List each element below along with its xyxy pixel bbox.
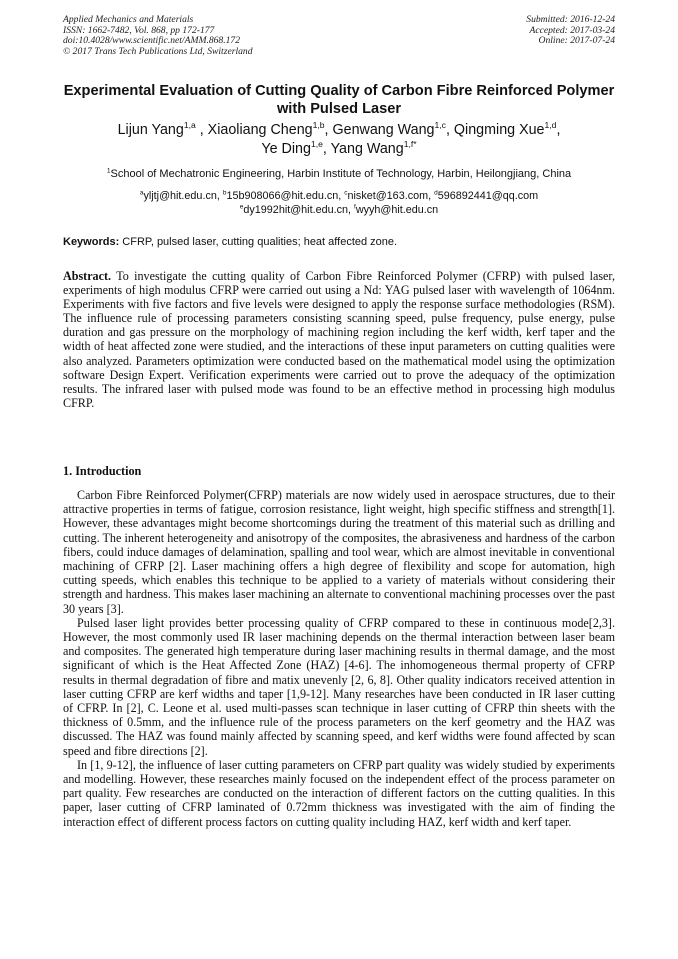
email-address[interactable]: dy1992hit@hit.edu.cn bbox=[243, 204, 348, 216]
section-heading-introduction: 1. Introduction bbox=[63, 464, 142, 478]
affiliation-sup: 1 bbox=[106, 167, 111, 175]
author-sup: 1,d bbox=[544, 120, 557, 131]
email-sup: e bbox=[239, 203, 244, 211]
keywords-label: Keywords: bbox=[63, 236, 120, 248]
affiliation-text: School of Mechatronic Engineering, Harbin Institute of Technology, Harbin, Heilongjiang, China bbox=[110, 168, 572, 180]
accepted-date: Accepted: 2017-03-24 bbox=[529, 24, 615, 36]
email-sup: c bbox=[344, 189, 348, 197]
email-address[interactable]: nisket@163.com bbox=[347, 190, 429, 202]
author-sup: 1,f* bbox=[403, 138, 417, 149]
email-address[interactable]: 596892441@qq.com bbox=[437, 190, 539, 202]
keywords-text: CFRP, pulsed laser, cutting qualities; heat affected zone. bbox=[119, 236, 398, 248]
email-list: $^a$yljtj@hit.edu.cn, $^b$15b908066@hit.edu.cn, $^c$nisket@163.com, $^d$596892441@qq.com $^e$dy1992hit@hit.edu.cn, $^f$wyyh@hit.edu.cn bbox=[139, 189, 539, 216]
journal-info bbox=[63, 15, 253, 57]
body-paragraph: In [1, 9-12], the influence of laser cutting parameters on CFRP part quality was widely studied by experiments and modelling. However, these researches mainly focused on the independent effect of the process parameter on part quality. Few researches are conducted on the interaction of different factors on the cutting qualities. In this paper, laser cutting of CFRP laminated of 0.72mm thickness was investigated with the aim of finding the interaction effect of different process factors on cutting quality including HAZ, kerf width and kerf taper. bbox=[63, 757, 615, 829]
affiliation bbox=[50, 167, 628, 181]
author-list: Lijun Yang$^{1,a}$ , Xiaoliang Cheng$^{1,b}$, Genwang Wang$^{1,c}$, Qingming Xue$^{1,d}$, Ye Ding$^{1,e}$, Yang Wang$^{1,f*}$ bbox=[117, 120, 561, 157]
email-sup: a bbox=[139, 189, 144, 197]
email-sup: d bbox=[434, 189, 438, 197]
author-name: Qingming Xue bbox=[453, 122, 545, 138]
keywords bbox=[63, 235, 615, 249]
submitted-date: Submitted: 2016-12-24 bbox=[526, 14, 615, 25]
author-sup: 1,b bbox=[312, 120, 325, 131]
author-name: Xiaoliang Cheng bbox=[207, 122, 313, 138]
abstract-text: To investigate the cutting quality of Carbon Fibre Reinforced Polymer (CFRP) with pulsed laser, experiments of high modulus CFRP were carried out using a Nd: YAG pulsed laser with wavelength of 1064nm. Experiments with five factors and five levels were designed to apply the response surface methodologies (RSM). The influence rule of processing parameters consisting scanning speed, pulse frequency, pulse energy, pulse duration and gas pressure on the morphology of machining region including the kerf width, kerf taper and the width of heat affected zone were studied, and the interactions of these input parameters on cutting qualities were also analyzed. Parameters optimization were conducted based on the mathematical model using the optimization software Design Expert. Verification experiments were carried out to prove the adequacy of the optimization results. The infrared laser with pulsed mode was found to be an effective method in processing high modulus CFRP. bbox=[63, 269, 615, 410]
introduction-body bbox=[63, 488, 615, 829]
author-sup: 1,e bbox=[310, 138, 323, 149]
submission-dates bbox=[526, 15, 615, 47]
email-address[interactable]: yljtj@hit.edu.cn bbox=[143, 190, 217, 202]
doi-line[interactable]: doi:10.4028/www.scientific.net/AMM.868.172 bbox=[63, 35, 241, 47]
author-name: Lijun Yang bbox=[117, 122, 184, 138]
author-sup: 1,a bbox=[183, 120, 196, 131]
author-name: Yang Wang bbox=[330, 140, 404, 157]
author-name: Genwang Wang bbox=[332, 122, 435, 138]
email-address[interactable]: 15b908066@hit.edu.cn bbox=[226, 190, 339, 202]
email-address[interactable]: wyyh@hit.edu.cn bbox=[355, 204, 439, 216]
online-date: Online: 2017-07-24 bbox=[538, 35, 615, 47]
paper-title: Experimental Evaluation of Cutting Quality of Carbon Fibre Reinforced Polymer with Pulsed Laser bbox=[63, 83, 615, 117]
email-sup: b bbox=[222, 189, 227, 197]
abstract bbox=[63, 269, 615, 410]
copyright-line: © 2017 Trans Tech Publications Ltd, Switzerland bbox=[63, 45, 253, 57]
abstract-label: Abstract. bbox=[63, 269, 112, 283]
journal-name: Applied Mechanics and Materials bbox=[63, 14, 194, 25]
email-sup: f bbox=[354, 203, 356, 211]
body-paragraph: Pulsed laser light provides better processing quality of CFRP compared to these in continuous mode[2,3]. However, the most commonly used IR laser machining depends on the thermal interaction between laser beam and composites. The generated high temperature during laser machining results in thermal damage, and the most significant of which is the Heat Affected Zone (HAZ) [4-6]. The inhomogeneous thermal property of CFRP results in thermal degradation of fibre and matix unevenly [2, 6, 8]. Other quality indicators received attention in laser cutting CFRP are kerf widths and taper [1,9-12]. Many researches have been conducted in IR laser cutting of CFRP. In [2], C. Leone et al. used multi-passes scan technique in laser cutting of CFRP thin sheets with the thickness of 0.5mm, and the influence rule of the process parameters on the kerf geometry and the HAZ was discussed. The HAZ was found mainly affected by scanning speed, and kerf widths were found affected by scan speed and fibre directions [2]. bbox=[63, 615, 615, 758]
author-name: Ye Ding bbox=[261, 140, 311, 157]
issn-line: ISSN: 1662-7482, Vol. 868, pp 172-177 bbox=[63, 24, 215, 36]
author-sup: 1,c bbox=[434, 120, 446, 131]
body-paragraph: Carbon Fibre Reinforced Polymer(CFRP) materials are now widely used in aerospace structures, due to their attractive properties in terms of fatigue, corrosion resistance, light weight, high specific stiffness and strength[1]. However, these advantages might become shortcomings during the treatment of this material such as drilling and cutting. The inherent heterogeneity and anisotropy of the composites, the abrasiveness and hardness of the carbon fibers, could induce damages of delamination, spalling and tool wear, which are almost inevitable in conventional machining of CFRP [2]. Laser machining offers a high degree of flexibility and scope for automation, high cutting speeds, which enables this technique to be applied to a variety of materials without considering their strength and hardness. This makes laser machining an alternate to conventional machining processes over the past 30 years [3]. bbox=[63, 488, 615, 616]
